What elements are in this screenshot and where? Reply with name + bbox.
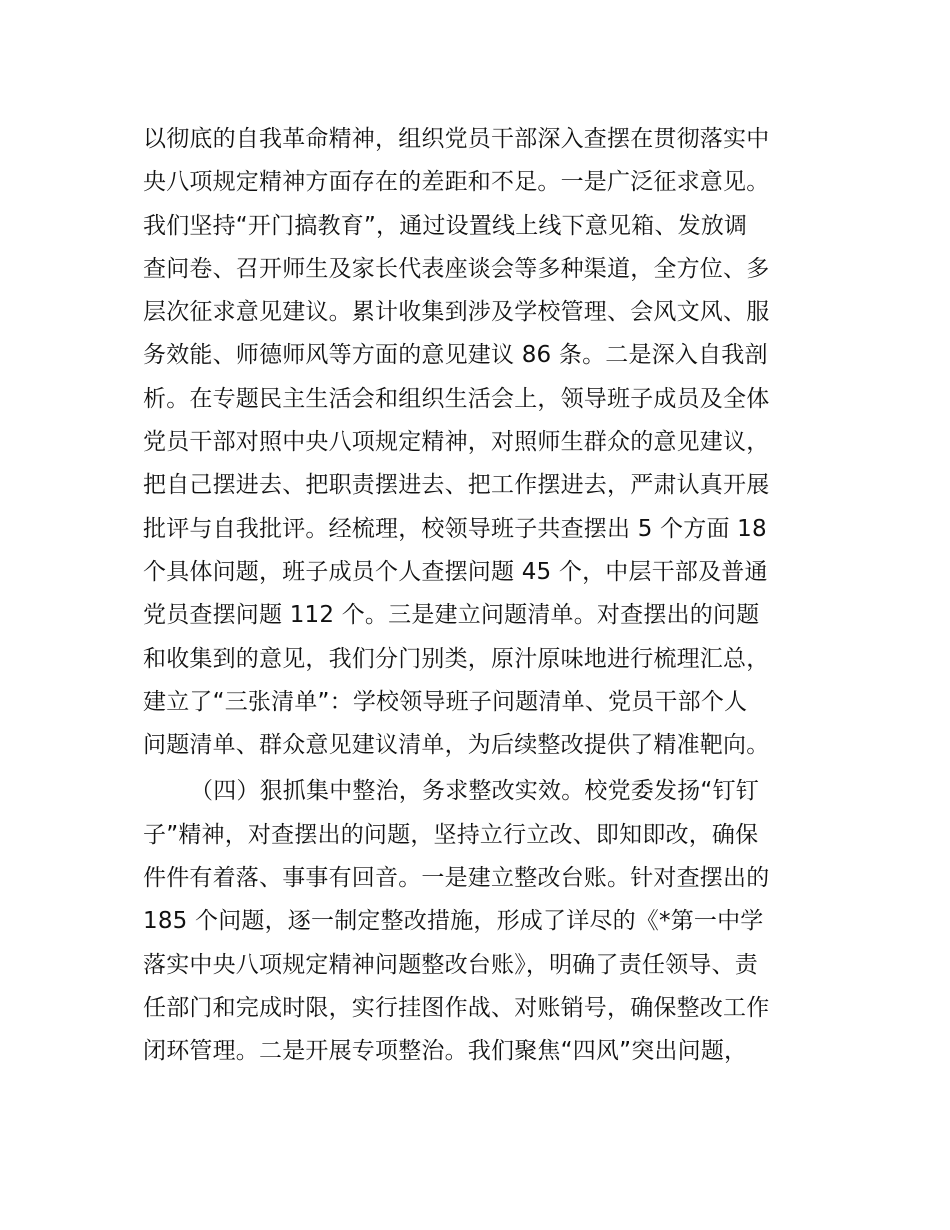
paragraph-line: 个具体问题，班子成员个人查摆问题 45 个，中层干部及普通 xyxy=(143,558,768,585)
paragraph-line: 批评与自我批评。经梳理，校领导班子共查摆出 5 个方面 18 xyxy=(143,515,767,542)
paragraph-line: 任部门和完成时限，实行挂图作战、对账销号，确保整改工作 xyxy=(143,994,770,1021)
paragraph-line: 落实中央八项规定精神问题整改台账》，明确了责任领导、责 xyxy=(143,951,758,978)
paragraph-line: 问题清单、群众意见建议清单，为后续整改提供了精准靶向。 xyxy=(143,732,770,759)
paragraph-line: 建立了“三张清单”：学校领导班子问题清单、党员干部个人 xyxy=(143,688,748,715)
paragraph-line: 和收集到的意见，我们分门别类，原汁原味地进行梳理汇总， xyxy=(143,645,770,672)
paragraph-line-indented: （四）狠抓集中整治，务求整改实效。校党委发扬“钉钉 xyxy=(190,778,759,805)
paragraph-line: 党员干部对照中央八项规定精神，对照师生群众的意见建议， xyxy=(143,429,770,456)
paragraph-line: 185 个问题，逐一制定整改措施，形成了详尽的《*第一中学 xyxy=(143,908,764,935)
paragraph-line: 以彻底的自我革命精神，组织党员干部深入查摆在贯彻落实中 xyxy=(143,126,770,152)
paragraph-line: 务效能、师德师风等方面的意见建议 86 条。二是深入自我剖 xyxy=(143,342,768,369)
document-body xyxy=(143,118,813,1074)
paragraph-line: 层次征求意见建议。累计收集到涉及学校管理、会风文风、服 xyxy=(143,299,770,326)
paragraph-line: 把自己摆进去、把职责摆进去、把工作摆进去，严肃认真开展 xyxy=(143,472,770,499)
paragraph-line: 析。在专题民主生活会和组织生活会上，领导班子成员及全体 xyxy=(143,385,770,412)
paragraph-2 xyxy=(143,770,813,1073)
paragraph-line: 子”精神，对查摆出的问题，坚持立行立改、即知即改，确保 xyxy=(143,821,759,848)
paragraph-1 xyxy=(143,118,813,767)
paragraph-line: 件件有着落、事事有回音。一是建立整改台账。针对查摆出的 xyxy=(143,865,770,892)
paragraph-line: 党员查摆问题 112 个。三是建立问题清单。对查摆出的问题 xyxy=(143,602,760,629)
paragraph-line: 闭环管理。二是开展专项整治。我们聚焦“四风”突出问题， xyxy=(143,1038,748,1065)
paragraph-line: 我们坚持“开门搞教育”，通过设置线上线下意见箱、发放调 xyxy=(143,212,748,239)
paragraph-line: 查问卷、召开师生及家长代表座谈会等多种渠道，全方位、多 xyxy=(143,255,770,282)
paragraph-line: 央八项规定精神方面存在的差距和不足。一是广泛征求意见。 xyxy=(143,169,770,196)
